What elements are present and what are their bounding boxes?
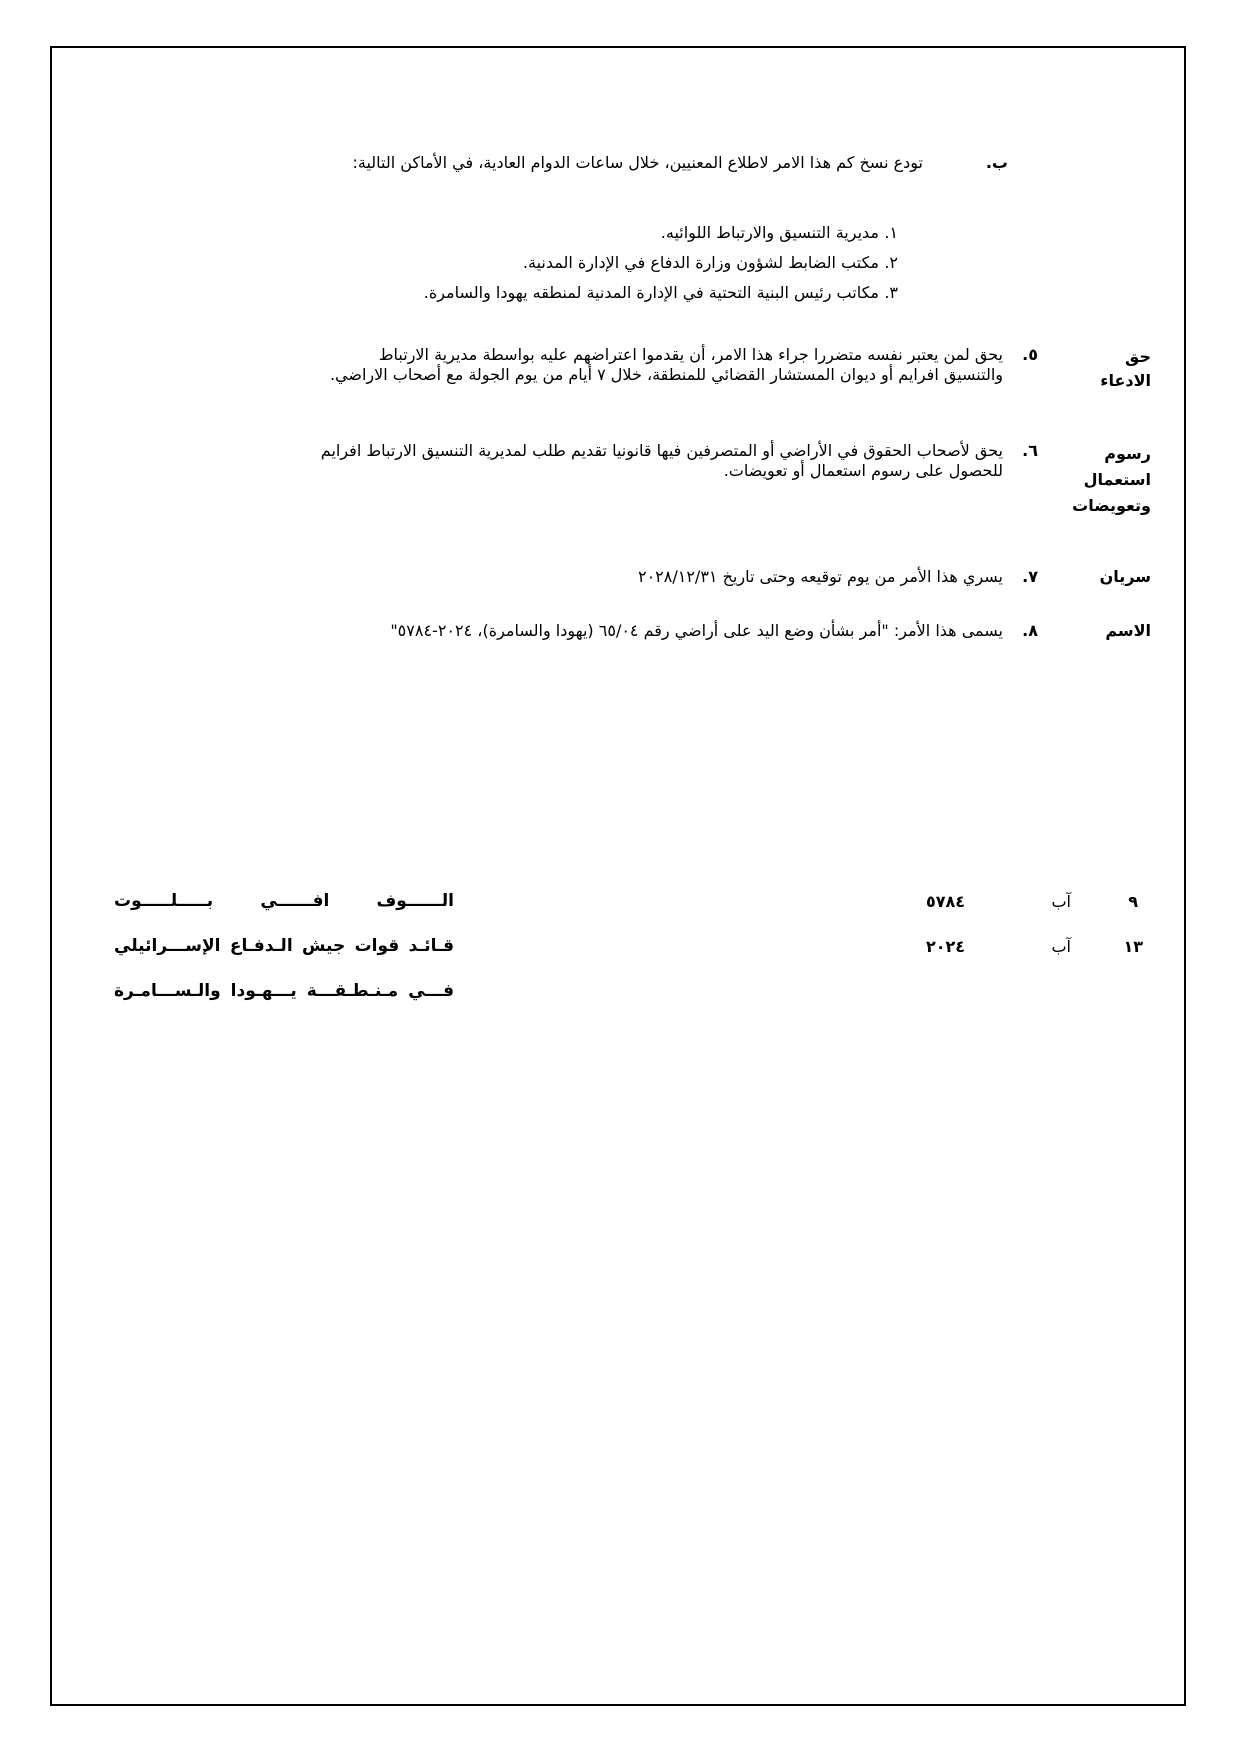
- signature-name: الــــــوف افــــــي بـــــلـــــوت: [114, 891, 454, 911]
- clause-6-line-2: للحصول على رسوم استعمال أو تعويضات.: [723, 461, 1003, 480]
- clause-6-heading: [1072, 441, 1151, 519]
- list-item-2-num: ٢.: [884, 253, 898, 272]
- clause-6-heading-line-1: رسوم: [1104, 444, 1151, 463]
- clause-5-number: ٥.: [1022, 345, 1038, 364]
- clause-5-line-2: والتنسيق افرايم أو ديوان المستشار القضائي للمنطقة، خلال ٧ أيام من يوم الجولة مع أصحاب الاراضي.: [329, 365, 1003, 384]
- clause-6-heading-line-3: وتعويضات: [1072, 496, 1151, 515]
- list-item-2-text: مكتب الضابط لشؤون وزارة الدفاع في الإدارة المدنية.: [522, 253, 879, 272]
- list-item-3-num: ٣.: [884, 283, 898, 302]
- clause-8-number: ٨.: [1022, 621, 1038, 640]
- section-b-text: تودع نسخ كم هذا الامر لاطلاع المعنيين، خلال ساعات الدوام العادية، في الأماكن التالية:: [352, 153, 923, 172]
- date-1-year: ٥٧٨٤: [925, 892, 965, 911]
- list-item-3-text: مكاتب رئيس البنية التحتية في الإدارة المدنية لمنطقه يهودا والسامرة.: [423, 283, 879, 302]
- clause-6-number: ٦.: [1022, 441, 1038, 460]
- date-1-day: ٩: [1128, 892, 1138, 911]
- list-item-1-text: مديرية التنسيق والارتباط اللوائيه.: [660, 223, 879, 242]
- clause-5-body: [153, 345, 1003, 385]
- date-2-month: آب: [1051, 937, 1071, 956]
- clause-5-heading: [1100, 345, 1151, 393]
- clause-8-heading: الاسم: [1105, 621, 1151, 640]
- section-b-marker: ب.: [985, 153, 1008, 172]
- signature-title: قـائـد قوات جيش الـدفـاع الإســـرائيلي: [114, 936, 454, 956]
- clause-7-line-1: يسري هذا الأمر من يوم توقيعه وحتى تاريخ ٢٠٢٨/١٢/٣١: [637, 567, 1003, 586]
- clause-5-heading-line-1: حق: [1125, 347, 1151, 366]
- clause-7-number: ٧.: [1022, 567, 1038, 586]
- list-item-1-num: ١.: [884, 223, 898, 242]
- clause-6-line-1: يحق لأصحاب الحقوق في الأراضي أو المتصرفين فيها قانونيا تقديم طلب لمديرية التنسيق الارتباط افرايم: [320, 441, 1003, 460]
- clause-5-line-1: يحق لمن يعتبر نفسه متضررا جراء هذا الامر، أن يقدموا اعتراضهم عليه بواسطة مديرية الارتباط: [378, 345, 1003, 364]
- clause-6-heading-line-2: استعمال: [1083, 470, 1151, 489]
- date-1-month: آب: [1051, 892, 1071, 911]
- date-2-day: ١٣: [1123, 937, 1143, 956]
- clause-6-body: [153, 441, 1003, 481]
- clause-8-line-1: يسمى هذا الأمر: "أمر بشأن وضع اليد على أراضي رقم ٦٥/٠٤ (يهودا والسامرة)، ٢٠٢٤-٥٧٨٤": [390, 621, 1003, 640]
- clause-7-heading: سريان: [1099, 567, 1151, 586]
- date-2-year: ٢٠٢٤: [925, 937, 965, 956]
- signature-region: فـــي مـنـطـقـــة يـــهـودا والـســـامـرة: [114, 981, 454, 1001]
- clause-5-heading-line-2: الادعاء: [1100, 371, 1151, 390]
